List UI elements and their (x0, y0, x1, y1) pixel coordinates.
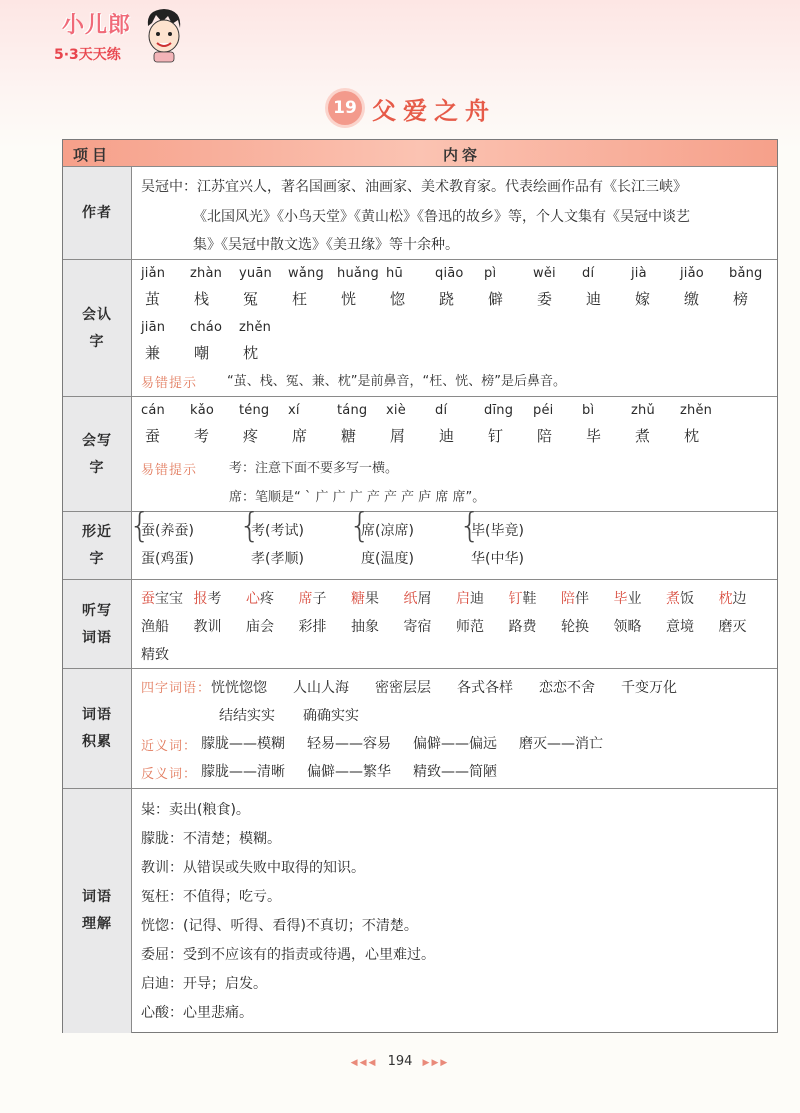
dictation-word: 教训 (193, 619, 222, 635)
pinyin: cán (141, 403, 165, 418)
dictation-word (666, 588, 694, 608)
tip-text: 考：注意下面不要多写一横。 (229, 461, 399, 476)
character: 惚 (390, 290, 406, 308)
dictation-key-char: 蚕 (141, 591, 155, 607)
dictation-word (141, 588, 183, 608)
pinyin: jiān (141, 320, 166, 335)
definition-item: 粜：卖出(粮食)。 (141, 802, 250, 818)
character: 茧 (145, 290, 161, 308)
synonym-label: 近义词： (141, 739, 198, 754)
definition-item: 恍惚：(记得、听得、看得)不真切；不清楚。 (141, 918, 418, 934)
dictation-key-char: 心 (246, 591, 260, 607)
dictation-word: 师范 (456, 619, 484, 635)
header-content: 内容 (443, 146, 482, 164)
dictation-word (194, 588, 222, 608)
dictation-rest: 疼 (260, 591, 274, 607)
pinyin: wěi (533, 266, 556, 281)
dictation-key-char: 陪 (561, 591, 575, 607)
dictation-word (614, 588, 642, 608)
dictation-key-char: 枕 (718, 591, 733, 607)
pinyin: dīng (484, 403, 514, 418)
character: 煮 (635, 427, 651, 445)
lesson-number: 19 (328, 91, 362, 125)
row-accumulate (63, 668, 777, 789)
character: 委 (537, 290, 553, 308)
dictation-key-char: 纸 (403, 591, 418, 607)
dictation-key-char: 煮 (666, 591, 680, 607)
character: 枕 (684, 427, 700, 445)
definition-item: 心酸：心里悲痛。 (141, 1005, 253, 1021)
dictation-word (719, 588, 747, 608)
pinyin: pì (484, 266, 497, 281)
similar-char: 蚕(养蚕) (141, 523, 194, 539)
label-write: 会写字 (82, 432, 112, 476)
brand-series: 5·3天天练 (54, 47, 121, 63)
row-label (63, 789, 132, 1033)
definition-item: 朦胧：不清楚；模糊。 (141, 831, 281, 847)
synonym-pair: 磨灭——消亡 (519, 736, 603, 752)
tip-label: 易错提示 (141, 376, 198, 391)
dictation-rest: 屑 (417, 591, 432, 607)
row-write (63, 396, 777, 512)
similar-char: 华(中华) (471, 551, 524, 567)
label-understand: 词语理解 (82, 889, 112, 932)
character: 嘲 (194, 344, 210, 362)
brace-icon: { (129, 506, 151, 546)
mascot-icon (142, 6, 186, 64)
dictation-word: 寄宿 (403, 619, 432, 635)
antonym-label: 反义词： (141, 767, 198, 782)
row-label (63, 397, 132, 512)
pinyin: jiǎo (680, 266, 704, 281)
dictation-word: 意境 (666, 619, 694, 635)
brace-icon: { (459, 506, 481, 546)
tip-text: 席：笔顺是“ ˋ 广 广 广 产 产 产 庐 席 席”。 (229, 490, 486, 505)
character: 兼 (145, 344, 161, 362)
page-number: 194 (387, 1054, 413, 1069)
four-char-word: 各式各样 (457, 680, 513, 696)
character: 枉 (292, 290, 308, 308)
character: 栈 (194, 290, 210, 308)
pinyin: zhàn (190, 266, 223, 281)
pinyin: qiāo (435, 266, 464, 281)
dictation-rest: 宝宝 (155, 591, 183, 607)
four-char-word: 恍恍惚惚 (211, 680, 267, 696)
dictation-word: 精致 (141, 647, 169, 663)
four-char-word: 人山人海 (293, 680, 349, 696)
pinyin: jià (631, 266, 647, 281)
four-char-word: 结结实实 (219, 708, 275, 724)
dictation-key-char: 席 (298, 591, 313, 607)
dictation-rest: 迪 (470, 591, 484, 607)
dictation-rest: 子 (312, 591, 327, 607)
character: 陪 (537, 427, 553, 445)
similar-char: 考(考试) (251, 523, 304, 539)
pinyin: dí (435, 403, 448, 418)
four-char-word: 恋恋不舍 (539, 680, 595, 696)
character: 恍 (341, 290, 357, 308)
pinyin: téng (239, 403, 270, 418)
dictation-word (561, 588, 589, 608)
definition-item: 启迪：开导；启发。 (141, 976, 267, 992)
row-label (63, 512, 132, 580)
dictation-rest: 鞋 (522, 591, 537, 607)
pinyin: bǎng (729, 266, 763, 281)
pinyin: xí (288, 403, 300, 418)
similar-char: 蛋(鸡蛋) (141, 551, 194, 567)
author-line: 《北国风光》《小鸟天堂》《黄山松》《鲁迅的故乡》等，个人文集有《吴冠中谈艺 (193, 209, 690, 225)
dictation-word: 彩排 (298, 619, 327, 635)
pinyin: péi (533, 403, 554, 418)
definition-item: 教训：从错误或失败中取得的知识。 (141, 860, 365, 876)
label-author: 作者 (82, 205, 112, 222)
character: 迪 (439, 427, 455, 445)
brand-logo (54, 6, 184, 68)
character: 考 (194, 427, 210, 445)
antonym-pair: 朦胧——清晰 (201, 764, 285, 780)
dictation-rest: 业 (627, 591, 642, 607)
dictation-word: 庙会 (246, 619, 274, 635)
row-label (63, 669, 132, 789)
header-item: 项目 (73, 146, 112, 164)
definition-item: 冤枉：不值得；吃亏。 (141, 889, 281, 905)
dictation-rest: 饭 (680, 591, 694, 607)
pinyin: táng (337, 403, 368, 418)
dictation-rest: 边 (732, 591, 747, 607)
pinyin: yuān (239, 266, 272, 281)
character: 钉 (488, 427, 504, 445)
pinyin: wǎng (288, 266, 324, 281)
similar-char: 度(温度) (361, 551, 414, 567)
dictation-key-char: 糖 (351, 591, 365, 607)
brace-icon: { (239, 506, 261, 546)
page-footer (0, 1054, 800, 1069)
next-arrows-icon: ▶▶▶ (422, 1058, 450, 1068)
lesson-name: 父爱之舟 (372, 95, 496, 125)
similar-char: 孝(孝顺) (251, 551, 304, 567)
synonym-pair: 轻易——容易 (307, 736, 391, 752)
pinyin: dí (582, 266, 595, 281)
author-line: 集》《吴冠中散文选》《美丑缘》等十余种。 (193, 237, 459, 253)
row-similar (63, 506, 777, 580)
dictation-word (404, 588, 432, 608)
character: 跷 (439, 290, 455, 308)
similar-char: 毕(毕竟) (471, 523, 524, 539)
character: 毕 (586, 427, 602, 445)
dictation-word: 渔船 (141, 619, 169, 635)
character: 迪 (586, 290, 602, 308)
four-char-label: 四字词语： (141, 681, 212, 696)
tip-text: “茧、栈、冤、兼、枕”是前鼻音，“枉、恍、榜”是后鼻音。 (227, 374, 566, 389)
pinyin: huǎng (337, 266, 379, 281)
lesson-title (328, 88, 496, 128)
dictation-word (509, 588, 537, 608)
prev-arrows-icon: ◀◀◀ (350, 1058, 378, 1068)
brand-name: 小儿郎 (62, 13, 132, 38)
pinyin: bì (582, 403, 595, 418)
pinyin: zhěn (239, 320, 272, 335)
row-recognize (63, 259, 777, 397)
table-header (63, 140, 777, 166)
author-line: 吴冠中：江苏宜兴人，著名国画家、油画家、美术教育家。代表绘画作品有《长江三峡》 (141, 179, 687, 195)
label-similar: 形近字 (82, 524, 112, 567)
character: 榜 (733, 290, 749, 308)
row-label (63, 580, 132, 669)
character: 糖 (341, 427, 357, 445)
dictation-key-char: 毕 (613, 591, 628, 607)
pinyin: zhǔ (631, 403, 655, 418)
character: 嫁 (635, 290, 651, 308)
dictation-key-char: 钉 (508, 591, 523, 607)
four-char-word: 确确实实 (303, 708, 359, 724)
character: 缴 (684, 290, 700, 308)
dictation-word: 路费 (508, 619, 537, 635)
similar-char: 席(凉席) (361, 523, 414, 539)
dictation-word: 领略 (613, 619, 642, 635)
dictation-key-char: 报 (193, 591, 208, 607)
character: 僻 (488, 290, 504, 308)
dictation-rest: 考 (207, 591, 222, 607)
four-char-word: 密密层层 (375, 680, 431, 696)
character: 席 (292, 427, 308, 445)
row-author (63, 166, 777, 260)
four-char-word: 千变万化 (621, 680, 677, 696)
label-accumulate: 词语积累 (82, 707, 112, 750)
pinyin: xiè (386, 403, 406, 418)
pinyin: kǎo (190, 403, 215, 418)
pinyin: zhěn (680, 403, 713, 418)
label-recognize: 会认字 (82, 306, 112, 350)
dictation-rest: 果 (365, 591, 379, 607)
character: 疼 (243, 427, 259, 445)
label-dictation: 听写词语 (82, 602, 112, 646)
dictation-word (246, 588, 274, 608)
dictation-rest: 伴 (575, 591, 589, 607)
row-label (63, 260, 132, 397)
dictation-word: 磨灭 (718, 619, 747, 635)
brace-icon: { (349, 506, 371, 546)
antonym-pair: 偏僻——繁华 (307, 764, 391, 780)
row-understand (63, 788, 777, 1033)
character: 蚕 (145, 427, 161, 445)
lesson-table (62, 139, 778, 1033)
row-label (63, 167, 132, 260)
row-dictation (63, 579, 777, 669)
dictation-word: 轮换 (561, 619, 589, 635)
pinyin: jiǎn (141, 266, 166, 281)
pinyin: cháo (190, 320, 223, 335)
dictation-word: 抽象 (351, 619, 379, 635)
character: 冤 (243, 290, 259, 308)
pinyin: hū (386, 266, 403, 281)
synonym-pair: 朦胧——模糊 (201, 736, 285, 752)
character: 屑 (390, 427, 406, 445)
character: 枕 (243, 344, 259, 362)
definition-item: 委屈：受到不应该有的指责或待遇，心里难过。 (141, 947, 435, 963)
synonym-pair: 偏僻——偏远 (413, 736, 497, 752)
antonym-pair: 精致——简陋 (413, 764, 497, 780)
dictation-word (351, 588, 379, 608)
tip-label: 易错提示 (141, 463, 198, 478)
dictation-word (299, 588, 327, 608)
dictation-key-char: 启 (456, 591, 470, 607)
dictation-word (456, 588, 484, 608)
